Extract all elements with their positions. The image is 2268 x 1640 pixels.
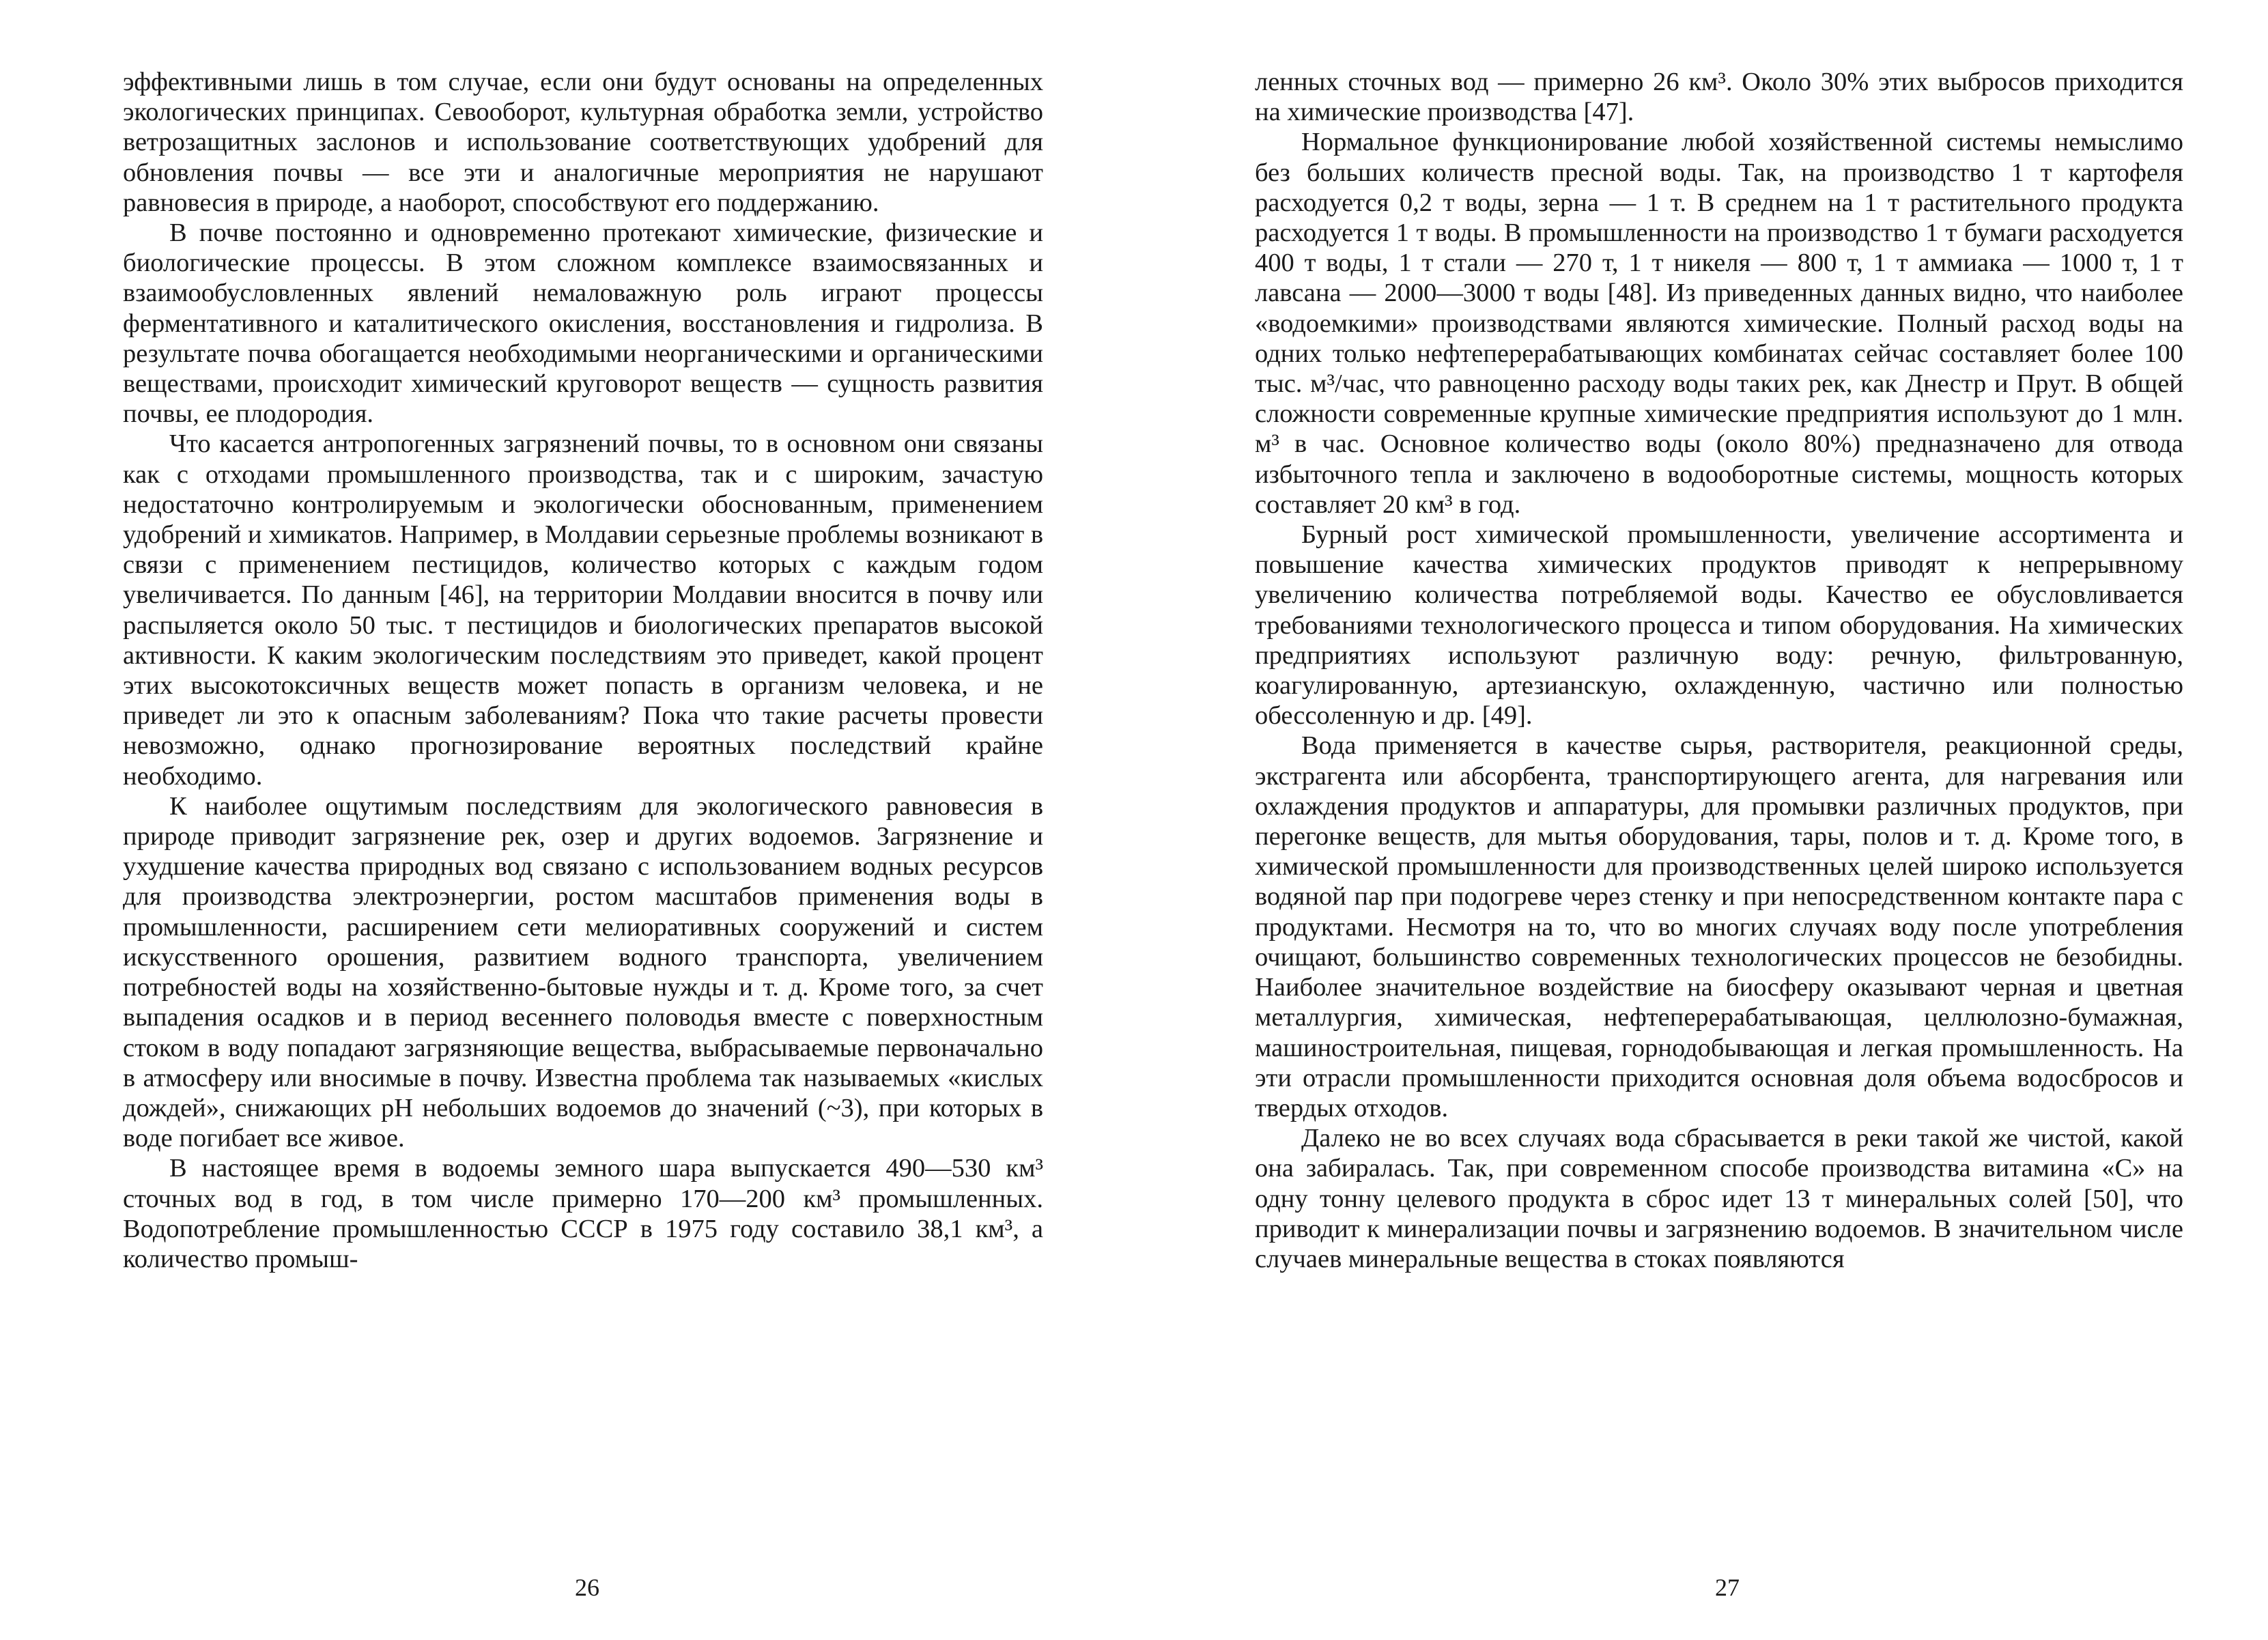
paragraph: эффективными лишь в том случае, если они будут основаны на определенных экологических принципах. Севооборот, культурная обработка земли, устройство ветрозащитных заслонов и использование соответствующих удобрений для обновления почвы — все эти и аналогичные мероприятия не нарушают равновесия в природе, а наоборот, способствуют его поддержанию.	[123, 68, 1043, 217]
paragraph: ленных сточных вод — примерно 26 км³. Около 30% этих выбросов приходится на химические производства [47].	[1255, 68, 2183, 127]
paragraph: Что касается антропогенных загрязнений почвы, то в основном они связаны как с отходами промышленного производства, так и с широким, зачастую недостаточно контролируемым и экологически обоснованным, применением удобрений и химикатов. Например, в Молдавии серьезные проблемы возникают в связи с применением пестицидов, количество которых с каждым годом увеличивается. По данным [46], на территории Молдавии вносится в почву или распыляется около 50 тыс. т пестицидов и биологических препаратов высокой активности. К каким экологическим последствиям это приведет, какой процент этих высокотоксичных веществ может попасть в организм человека, и не приведет ли это к опасным заболеваниям? Пока что такие расчеты провести невозможно, однако прогнозирование вероятных последствий крайне необходимо.	[123, 429, 1043, 791]
paragraph: Далеко не во всех случаях вода сбрасывается в реки такой же чистой, какой она забиралась. Так, при современном способе производства витамина «С» на одну тонну целевого продукта в сброс идет 13 т минеральных солей [50], что приводит к минерализации почвы и загрязнению водоемов. В значительном числе случаев минеральные вещества в стоках появляются	[1255, 1124, 2183, 1273]
paragraph: В настоящее время в водоемы земного шара выпускается 490—530 км³ сточных вод в год, в том числе примерно 170—200 км³ промышленных. Водопотребление промышленностью СССР в 1975 году составило 38,1 км³, а количество промыш-	[123, 1154, 1043, 1273]
paragraph: В почве постоянно и одновременно протекают химические, физические и биологические процессы. В этом сложном комплексе взаимосвязанных и взаимообусловленных явлений немаловажную роль играют процессы ферментативного и каталитического окисления, восстановления и гидролиза. В результате почва обогащается необходимыми неорганическими и органическими веществами, происходит химический круговорот веществ — сущность развития почвы, ее плодородия.	[123, 218, 1043, 429]
paragraph: Нормальное функционирование любой хозяйственной системы немыслимо без больших количеств пресной воды. Так, на производство 1 т картофеля расходуется 0,2 т воды, зерна — 1 т. В среднем на 1 т растительного продукта расходуется 1 т воды. В промышленности на производство 1 т бумаги расходуется 400 т воды, 1 т стали — 270 т, 1 т никеля — 800 т, 1 т аммиака — 1000 т, 1 т лавсана — 2000—3000 т воды [48]. Из приведенных данных видно, что наиболее «водоемкими» производствами являются химические. Полный расход воды на одних только нефтеперерабатывающих комбинатах сейчас составляет более 100 тыс. м³/час, что равноценно расходу воды таких рек, как Днестр и Прут. В общей сложности современные крупные химические предприятия используют до 1 млн. м³ в час. Основное количество воды (около 80%) предназначено для отвода избыточного тепла и заключено в водооборотные системы, мощность которых составляет 20 км³ в год.	[1255, 128, 2183, 519]
left-page	[123, 67, 1043, 1555]
right-page	[1255, 67, 2183, 1555]
page-number: 26	[575, 1574, 599, 1601]
paragraph: К наиболее ощутимым последствиям для экологического равновесия в природе приводит загрязнение рек, озер и других водоемов. Загрязнение и ухудшение качества природных вод связано с использованием водных ресурсов для производства электроэнергии, ростом масштабов применения воды в промышленности, расширением сети мелиоративных сооружений и систем искусственного орошения, развитием водного транспорта, увеличением потребностей воды на хозяйственно-бытовые нужды и т. д. Кроме того, за счет выпадения осадков и в период весеннего половодья вместе с поверхностным стоком в воду попадают загрязняющие вещества, выбрасываемые первоначально в атмосферу или вносимые в почву. Известна проблема так называемых «кислых дождей», снижающих pH небольших водоемов до значений (~3), при которых в воде погибает все живое.	[123, 791, 1043, 1153]
paragraph: Бурный рост химической промышленности, увеличение ассортимента и повышение качества химических продуктов приводят к непрерывному увеличению количества потребляемой воды. Качество ее обусловливается требованиями технологического процесса и типом оборудования. На химических предприятиях используют различную воду: речную, фильтрованную, коагулированную, артезианскую, охлажденную, частично или полностью обессоленную и др. [49].	[1255, 520, 2183, 731]
page-number: 27	[1715, 1574, 1740, 1601]
paragraph: Вода применяется в качестве сырья, растворителя, реакционной среды, экстрагента или абсорбента, транспортирующего агента, для нагревания или охлаждения продуктов и аппаратуры, для промывки различных продуктов, при перегонке веществ, для мытья оборудования, тары, полов и т. д. Кроме того, в химической промышленности для производственных целей широко используется водяной пар при подогреве через стенку и при непосредственном контакте пара с продуктами. Несмотря на то, что во многих случаях воду после употребления очищают, большинство современных технологических процессов не безобидны. Наиболее значительное воздействие на биосферу оказывают черная и цветная металлургия, химическая, нефтеперерабатывающая, целлюлозно-бумажная, машиностроительная, пищевая, горнодобывающая и легкая промышленность. На эти отрасли промышленности приходится основная доля объема водосбросов и твердых отходов.	[1255, 731, 2183, 1122]
